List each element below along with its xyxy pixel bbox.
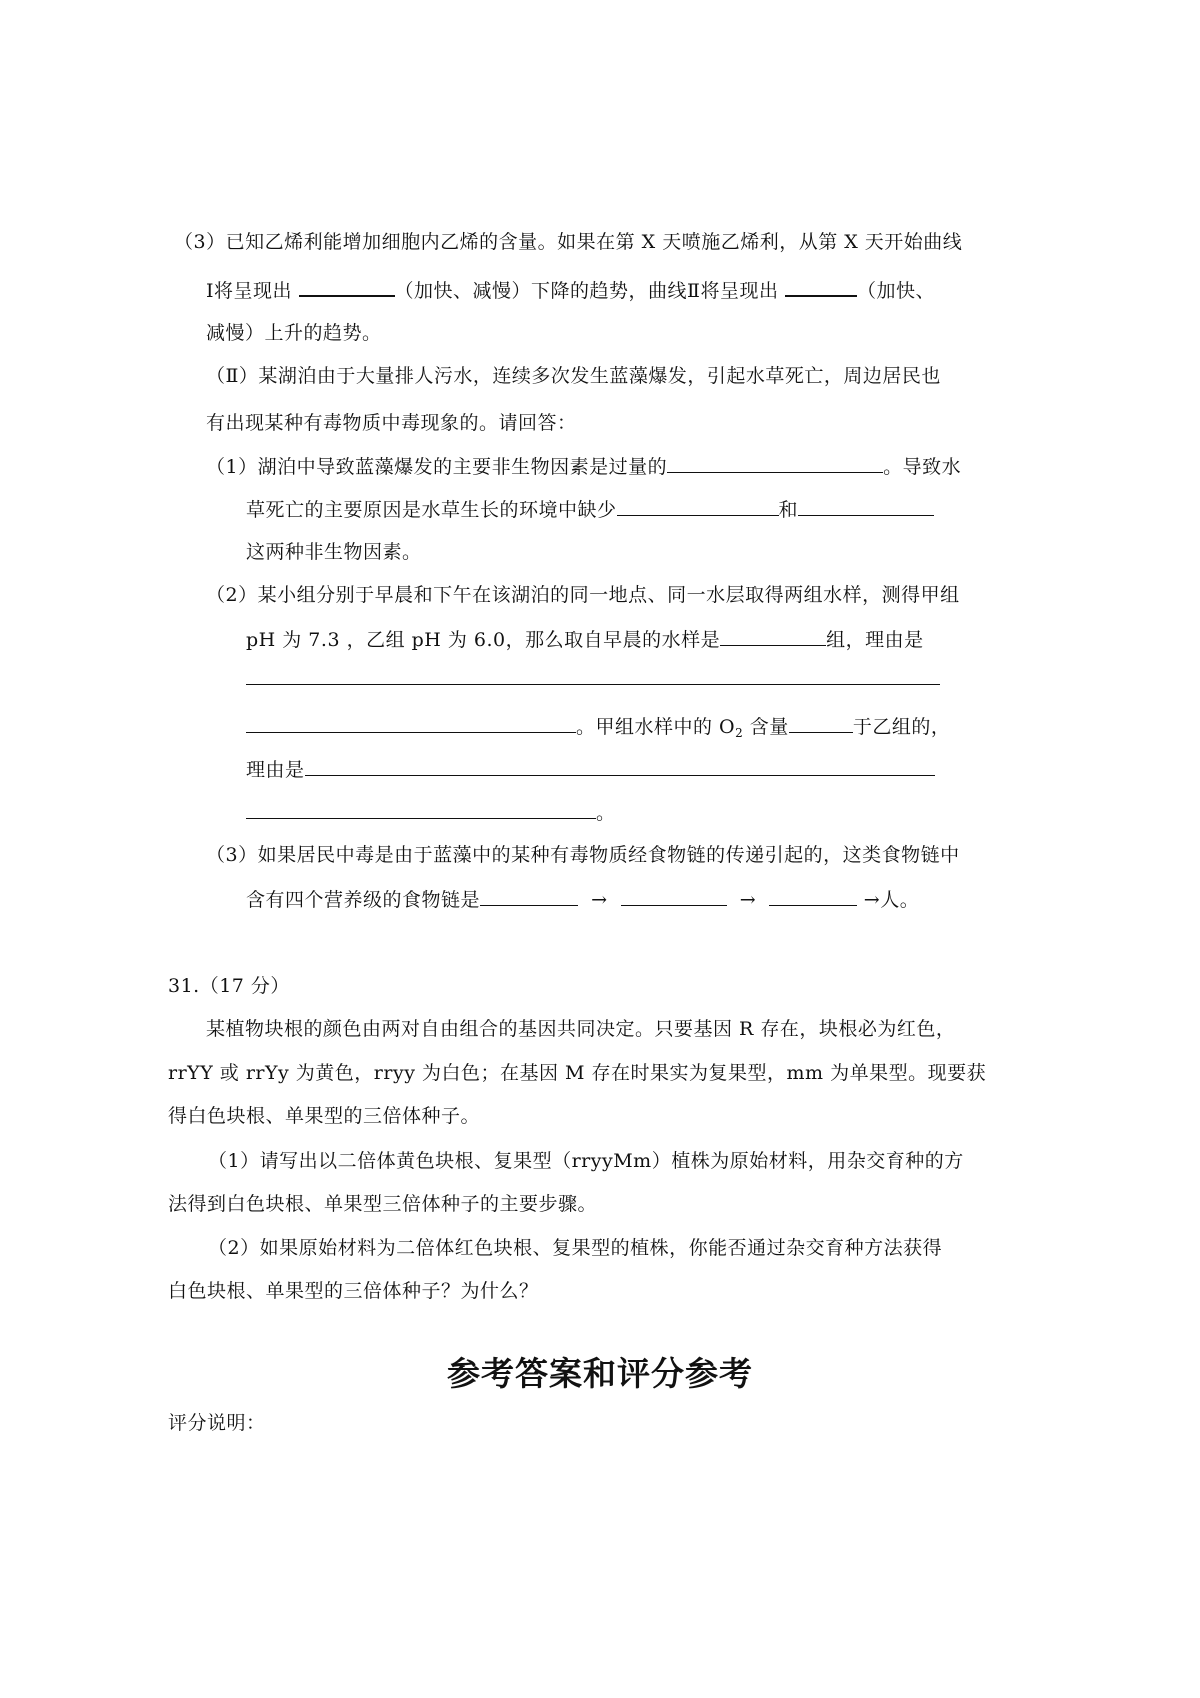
partII-q2-line5 [246,756,935,783]
partII-q1-text-b: 。导致水 [883,456,962,478]
answer-blank[interactable] [621,886,727,906]
answer-blank[interactable] [720,626,826,646]
q31-title: 31.（17 分） [168,975,290,997]
q31-para-line2: rrYY 或 rrYy 为黄色，rryy 为白色；在基因 M 存在时果实为复果型，mm 为单果型。现要获 [168,1062,987,1084]
arrow: → [591,889,608,911]
part3-line2 [206,276,935,304]
answer-blank[interactable] [299,276,395,297]
partII-q1-text-d: 和 [778,499,799,521]
subscript-2: 2 [735,726,744,740]
part3-line2-text-c: （加快、 [857,280,936,302]
partII-q3-end: →人。 [863,889,920,911]
partII-q2-text-g: 理由是 [246,759,305,781]
answer-blank[interactable] [305,756,935,776]
partII-q2-line2 [246,626,924,653]
q31-sub1-line2: 法得到白色块根、单果型三倍体种子的主要步骤。 [168,1193,598,1215]
partII-q2-line4 [246,713,950,746]
answer-blank[interactable] [480,886,578,906]
q31-sub2-line1: （2）如果原始材料为二倍体红色块根、复果型的植株，你能否通过杂交育种方法获得 [208,1237,943,1259]
partII-q2-text-f: 于乙组的， [852,716,951,738]
answer-blank[interactable] [785,276,857,297]
partII-q2-text-d: 。甲组水样中的 O [576,716,736,738]
partII-q3-text-b: 含有四个营养级的食物链是 [246,889,481,911]
q31-sub1-line1: （1）请写出以二倍体黄色块根、复果型（rryyMm）植株为原始材料，用杂交育种的方 [208,1150,964,1172]
answer-blank[interactable] [617,496,779,516]
q31-para-line1: 某植物块根的颜色由两对自由组合的基因共同决定。只要基因 R 存在，块根必为红色， [206,1018,956,1040]
answers-heading: 参考答案和评分参考 [447,1354,753,1393]
part3-line2-text-b: （加快、减慢）下降的趋势，曲线Ⅱ将呈现出 [394,280,786,302]
partII-q2-text-b: pH 为 7.3 ，乙组 pH 为 6.0，那么取自早晨的水样是 [246,629,721,651]
partII-intro-line1: （Ⅱ）某湖泊由于大量排人污水，连续多次发生蓝藻爆发，引起水草死亡，周边居民也 [206,365,941,387]
answer-blank[interactable] [769,886,857,906]
partII-q3-line2 [246,886,919,913]
q31-para-line3: 得白色块根、单果型的三倍体种子。 [168,1105,481,1127]
q31-sub2-line2: 白色块根、单果型的三倍体种子？为什么？ [168,1280,539,1302]
partII-q1-text-c: 草死亡的主要原因是水草生长的环境中缺少 [246,499,617,521]
scoring-note: 评分说明： [168,1412,266,1434]
partII-q1-line1 [206,453,961,480]
part3-line3: 减慢）上升的趋势。 [206,322,382,344]
answer-blank[interactable] [667,453,883,473]
arrow: → [739,889,757,911]
answer-blank[interactable] [246,799,596,819]
partII-q3-line1: （3）如果居民中毒是由于蓝藻中的某种有毒物质经食物链的传递引起的，这类食物链中 [206,844,960,866]
partII-q1-line3: 这两种非生物因素。 [246,541,422,563]
partII-q1-text-a: （1）湖泊中导致蓝藻爆发的主要非生物因素是过量的 [206,456,668,478]
partII-q2-text-h: 。 [596,802,616,824]
partII-q1-line2 [246,496,934,523]
partII-intro-line2: 有出现某种有毒物质中毒现象的。请回答： [206,412,577,434]
answer-blank-full-line[interactable] [246,665,940,685]
part3-line1: （3）已知乙烯利能增加细胞内乙烯的含量。如果在第 X 天喷施乙烯利，从第 X 天开始曲线 [174,231,963,253]
part3-line2-text-a: Ⅰ将呈现出 [206,280,299,302]
partII-q2-text-e: 含量 [743,716,789,738]
partII-q2-text-c: 组，理由是 [826,629,924,651]
answer-blank[interactable] [798,496,934,516]
answer-blank[interactable] [789,713,853,733]
partII-q2-line6 [246,799,616,826]
partII-q2-line1: （2）某小组分别于早晨和下午在该湖泊的同一地点、同一水层取得两组水样，测得甲组 [206,584,960,606]
answer-blank[interactable] [246,713,576,733]
